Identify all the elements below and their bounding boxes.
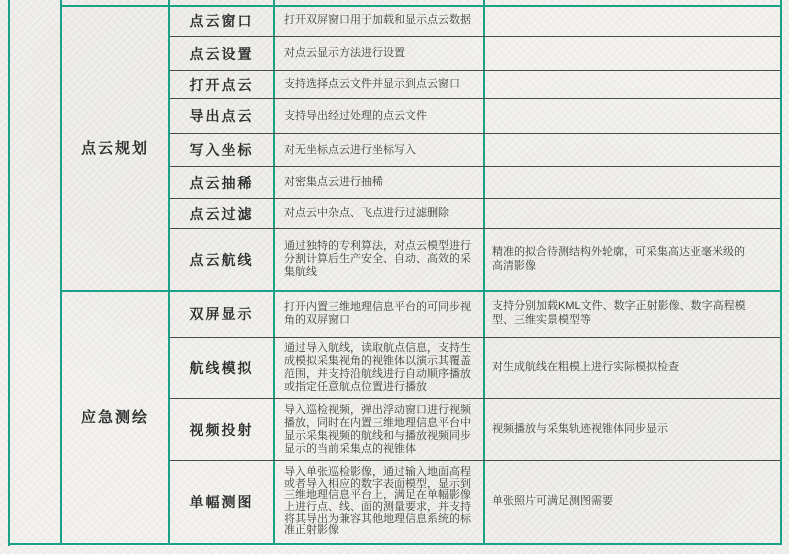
row-pointcloud-route: [170, 228, 780, 290]
feature-cell: 点云航线: [189, 251, 254, 268]
feature-cell: 航线模拟: [189, 360, 254, 376]
description-cell: 打开内置三维地理信息平台的可同步视角的双屏窗口: [284, 300, 471, 326]
feature-cell: 打开点云: [189, 76, 254, 93]
feature-cell: 写入坐标: [189, 142, 254, 158]
description-cell: 通过导入航线，读取航点信息，支持生成模拟采集视角的视锥体以演示其覆盖范围，并支持沿航线进行自动顺序播放或指定任意航点位置进行播放: [284, 342, 471, 393]
description-cell: 对无坐标点云进行坐标写入: [284, 143, 416, 156]
note-cell: [483, 71, 780, 98]
note-cell: 支持分别加载KML文件、数字正射影像、数字高程模型、三维实景模型等: [492, 300, 746, 326]
feature-cell: 视频投射: [189, 421, 254, 438]
table-outer-left-border: [8, 0, 10, 546]
row-pointcloud-filter: [170, 198, 780, 228]
description-cell: 导入巡检视频，弹出浮动窗口进行视频播放，同时在内置三维地理信息平台中显示采集视频的航线和与播放视频同步显示的当前采集点的视锥体: [284, 403, 471, 455]
feature-cell: 点云抽稀: [189, 174, 254, 191]
row-pointcloud-thinning: [170, 166, 780, 198]
feature-cell: 点云设置: [189, 45, 254, 62]
category-cell-emergency-mapping: 应急测绘: [80, 409, 149, 426]
note-cell: [483, 199, 780, 228]
note-cell: 单张照片可满足测图需要: [492, 495, 613, 508]
category-cell-pointcloud-planning: 点云规划: [80, 140, 149, 157]
note-cell: [483, 37, 780, 70]
description-cell: 支持选择点云文件并显示到点云窗口: [284, 78, 460, 90]
row-pointcloud-window: [170, 5, 780, 36]
description-cell: 对点云中杂点、飞点进行过滤删除: [284, 207, 449, 219]
feature-cell: 点云过滤: [189, 205, 254, 222]
note-cell: 视频播放与采集轨迹视锥体同步显示: [492, 422, 668, 435]
description-cell: 打开双屏窗口用于加载和显示点云数据: [284, 14, 471, 26]
note-cell: [483, 5, 780, 36]
row-write-coordinates: [170, 133, 780, 166]
feature-cell: 双屏显示: [189, 305, 254, 322]
description-cell: 对点云显示方法进行设置: [284, 47, 405, 59]
row-video-projection: [170, 398, 780, 460]
description-cell: 通过独特的专利算法，对点云模型进行分割计算后生产安全、自动、高效的采集航线: [284, 240, 471, 278]
row-export-pointcloud: [170, 98, 780, 133]
note-cell: [483, 167, 780, 198]
description-cell: 导入单张巡检影像，通过输入地面高程或者导入相应的数字表面模型，显示到三维地理信息平台上，满足在单幅影像上进行点、线、面的测量要求，并支持将其导出为兼容其他地理信息系统的标准正射影像: [284, 466, 471, 537]
note-cell: 精准的拟合待测结构外轮廓，可采集高达亚毫米级的高清影像: [492, 246, 745, 272]
table-bottom-border: [8, 543, 782, 545]
description-cell: 对密集点云进行抽稀: [284, 176, 383, 188]
feature-cell: 点云窗口: [189, 12, 254, 29]
feature-cell: 导出点云: [189, 108, 254, 124]
table-outer-right-border: [780, 0, 782, 543]
note-cell: 对生成航线在粗模上进行实际模拟检查: [492, 361, 679, 374]
feature-cell: 单幅测图: [189, 494, 254, 510]
row-single-image-mapping: [170, 460, 780, 543]
description-cell: 支持导出经过处理的点云文件: [284, 109, 427, 122]
note-cell: [483, 134, 780, 166]
row-pointcloud-settings: [170, 36, 780, 70]
row-dual-screen-display: [170, 290, 780, 337]
row-open-pointcloud: [170, 70, 780, 98]
note-cell: [483, 99, 780, 133]
row-route-simulation: [170, 337, 780, 398]
